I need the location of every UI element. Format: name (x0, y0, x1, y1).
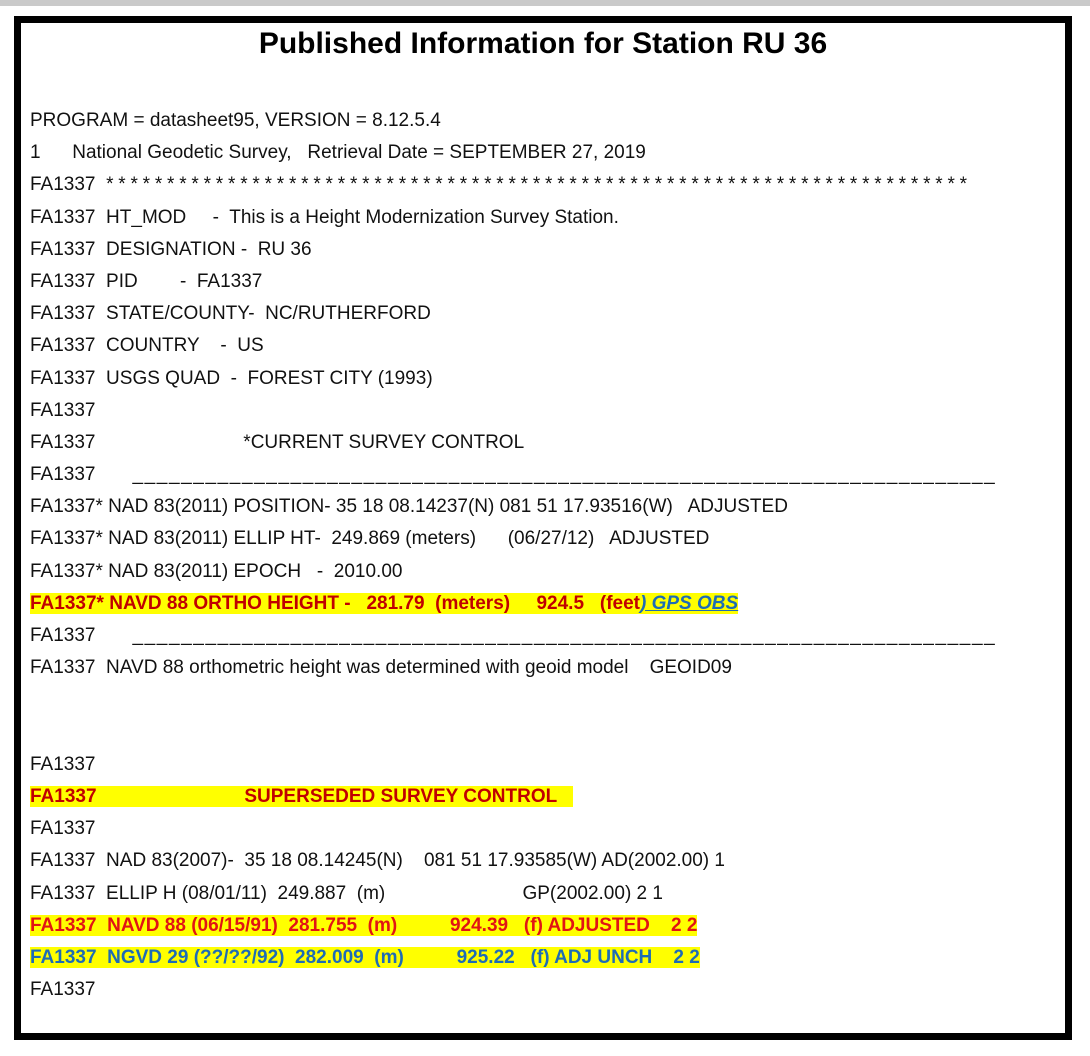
horizontal-rule-line (30, 620, 1065, 652)
screen-top-edge (0, 0, 1090, 6)
line-prefix: FA1337 (30, 174, 107, 196)
designation-text: FA1337 DESIGNATION - RU 36 (30, 238, 312, 260)
ht-mod-line (30, 202, 1065, 234)
state-county-text: FA1337 STATE/COUNTY- NC/RUTHERFORD (30, 303, 431, 325)
nad83-ellip-ht-text: FA1337* NAD 83(2011) ELLIP HT- 249.869 (meters) (06/27/12) ADJUSTED (30, 528, 710, 550)
superseded-navd88-text: FA1337 NAVD 88 (06/15/91) 281.755 (m) 924.39 (f) ADJUSTED 2 2 (30, 914, 698, 936)
blank-line (30, 717, 1065, 749)
geoid-model-line (30, 652, 1065, 684)
spacer-text: FA1337 (30, 979, 96, 1001)
spacer-text: FA1337 (30, 399, 96, 421)
line-prefix: FA1337 (30, 625, 133, 646)
nad83-epoch-line (30, 556, 1065, 588)
navd88-ortho-height-line (30, 588, 1065, 620)
nad83-epoch-text: FA1337* NAD 83(2011) EPOCH - 2010.00 (30, 560, 403, 582)
spacer-line (30, 749, 1065, 781)
line-prefix: FA1337 (30, 464, 133, 486)
superseded-ngvd29-line (30, 942, 1065, 974)
usgs-quad-text: FA1337 USGS QUAD - FOREST CITY (1993) (30, 367, 433, 389)
spacer-text: FA1337 (30, 818, 96, 840)
spacer-line (30, 974, 1065, 1006)
superseded-navd88-line (30, 910, 1065, 942)
spacer-line (30, 395, 1065, 427)
stars-separator-line (30, 169, 1065, 201)
superseded-ngvd29-text: FA1337 NGVD 29 (??/??/92) 282.009 (m) 925.22 (f) ADJ UNCH 2 2 (30, 946, 700, 968)
designation-line (30, 234, 1065, 266)
gps-obs-link[interactable]: ) GPS OBS (639, 592, 739, 614)
nad83-2007-position-line (30, 845, 1065, 877)
country-line (30, 330, 1065, 362)
rule-underscores: _______________________________________________________________________ (132, 625, 997, 646)
ht-mod-text: FA1337 HT_MOD - This is a Height Modernization Survey Station. (30, 206, 619, 228)
page-title: Published Information for Station RU 36 (258, 27, 828, 60)
retrieval-date-line (30, 137, 1065, 169)
nad83-position-line (30, 491, 1065, 523)
program-version-text: PROGRAM = datasheet95, VERSION = 8.12.5.4 (30, 110, 441, 131)
datasheet-body (30, 105, 1065, 1006)
datasheet-frame (14, 16, 1072, 1040)
retrieval-date-text: 1 National Geodetic Survey, Retrieval Date = SEPTEMBER 27, 2019 (30, 142, 646, 164)
navd88-ortho-highlight (30, 593, 738, 614)
country-text: FA1337 COUNTRY - US (30, 335, 264, 357)
navd88-ortho-height-text: FA1337* NAVD 88 ORTHO HEIGHT - 281.79 (meters) 924.5 (feet (30, 592, 640, 614)
pid-line (30, 266, 1065, 298)
rule-underscores: _______________________________________________________________________ (132, 464, 997, 486)
nad83-position-text: FA1337* NAD 83(2011) POSITION- 35 18 08.14237(N) 081 51 17.93516(W) ADJUSTED (30, 496, 788, 518)
spacer-line (30, 813, 1065, 845)
superseded-ellip-h-text: FA1337 ELLIP H (08/01/11) 249.887 (m) GP(2002.00) 2 1 (30, 882, 663, 904)
horizontal-rule-line (30, 459, 1065, 491)
superseded-survey-control-header (30, 781, 1065, 813)
pid-text: FA1337 PID - FA1337 (30, 270, 263, 292)
spacer-text: FA1337 (30, 753, 96, 775)
blank-line (30, 684, 1065, 716)
stars-separator: *********************************************************************** (106, 174, 972, 196)
program-version-line (30, 105, 1065, 137)
state-county-line (30, 298, 1065, 330)
geoid-model-text: FA1337 NAVD 88 orthometric height was determined with geoid model GEOID09 (30, 657, 732, 679)
superseded-survey-control-text: FA1337 SUPERSEDED SURVEY CONTROL (30, 785, 573, 807)
nad83-ellip-ht-line (30, 523, 1065, 555)
current-survey-control-text: FA1337 *CURRENT SURVEY CONTROL (30, 431, 525, 453)
nad83-2007-position-text: FA1337 NAD 83(2007)- 35 18 08.14245(N) 081 51 17.93585(W) AD(2002.00) 1 (30, 850, 725, 872)
usgs-quad-line (30, 363, 1065, 395)
current-survey-control-header (30, 427, 1065, 459)
superseded-ellip-h-line (30, 878, 1065, 910)
